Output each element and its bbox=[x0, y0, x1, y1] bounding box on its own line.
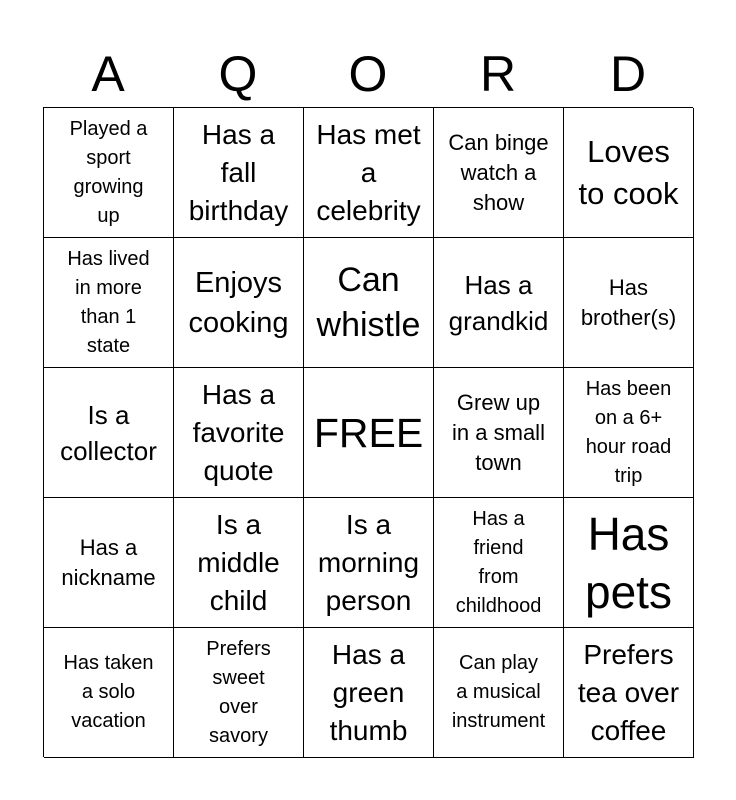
bingo-cell-r5c4[interactable] bbox=[434, 628, 564, 758]
cell-text: Has pets bbox=[585, 507, 672, 618]
cell-text: Has a grandkid bbox=[448, 269, 549, 336]
header-letter-3: O bbox=[348, 46, 388, 102]
header-letter-1: A bbox=[91, 46, 125, 102]
cell-text: Has been on a 6+ hour road trip bbox=[585, 377, 672, 487]
cell-text: Has a green thumb bbox=[329, 638, 408, 746]
free-space-label: FREE bbox=[313, 409, 424, 456]
cell-text: Has a fall birthday bbox=[188, 118, 289, 226]
bingo-cell-r2c3[interactable] bbox=[304, 238, 434, 368]
cell-text: Played a sport growing up bbox=[69, 117, 148, 227]
bingo-cell-r3c5[interactable] bbox=[564, 368, 694, 498]
bingo-cell-r3c2[interactable] bbox=[174, 368, 304, 498]
cell-text: Prefers tea over coffee bbox=[577, 638, 680, 746]
bingo-cell-r4c2[interactable] bbox=[174, 498, 304, 628]
bingo-cell-r5c2[interactable] bbox=[174, 628, 304, 758]
cell-text: Can play a musical instrument bbox=[451, 652, 546, 732]
bingo-cell-r1c5[interactable] bbox=[564, 108, 694, 238]
cell-text: Is a morning person bbox=[317, 508, 420, 616]
header-letter-4: R bbox=[479, 46, 517, 102]
cell-text: Has brother(s) bbox=[580, 274, 677, 330]
cell-text: Loves to cook bbox=[578, 133, 679, 211]
bingo-cell-r1c4[interactable] bbox=[434, 108, 564, 238]
bingo-cell-r2c2[interactable] bbox=[174, 238, 304, 368]
cell-text: Is a collector bbox=[60, 399, 157, 466]
bingo-cell-r5c1[interactable] bbox=[44, 628, 174, 758]
bingo-cell-r2c1[interactable] bbox=[44, 238, 174, 368]
bingo-cell-r4c4[interactable] bbox=[434, 498, 564, 628]
cell-text: Can whistle bbox=[316, 260, 421, 344]
cell-text: Can binge watch a show bbox=[448, 129, 549, 215]
cell-text: Has lived in more than 1 state bbox=[67, 247, 150, 357]
bingo-cell-r3c1[interactable] bbox=[44, 368, 174, 498]
bingo-cell-r4c5[interactable] bbox=[564, 498, 694, 628]
bingo-cell-r2c4[interactable] bbox=[434, 238, 564, 368]
bingo-cell-r1c2[interactable] bbox=[174, 108, 304, 238]
bingo-cell-r2c5[interactable] bbox=[564, 238, 694, 368]
header-letter-5: D bbox=[609, 46, 647, 102]
cell-text: Enjoys cooking bbox=[188, 266, 289, 339]
bingo-cell-r3c3[interactable] bbox=[304, 368, 434, 498]
cell-text: Has a nickname bbox=[61, 534, 156, 590]
bingo-cell-r4c1[interactable] bbox=[44, 498, 174, 628]
bingo-cell-r5c3[interactable] bbox=[304, 628, 434, 758]
bingo-cell-r1c1[interactable] bbox=[44, 108, 174, 238]
bingo-cell-r4c3[interactable] bbox=[304, 498, 434, 628]
cell-text: Has a friend from childhood bbox=[455, 507, 542, 617]
header-letter-2: Q bbox=[218, 46, 258, 102]
bingo-cell-r5c5[interactable] bbox=[564, 628, 694, 758]
bingo-header bbox=[43, 40, 693, 108]
cell-text: Has a favorite quote bbox=[192, 378, 285, 486]
cell-text: Has met a celebrity bbox=[316, 118, 421, 226]
bingo-board bbox=[43, 107, 693, 757]
bingo-cell-r1c3[interactable] bbox=[304, 108, 434, 238]
cell-text: Grew up in a small town bbox=[452, 389, 545, 475]
cell-text: Has taken a solo vacation bbox=[63, 652, 154, 732]
bingo-cell-r3c4[interactable] bbox=[434, 368, 564, 498]
cell-text: Prefers sweet over savory bbox=[206, 637, 271, 747]
cell-text: Is a middle child bbox=[197, 508, 280, 616]
